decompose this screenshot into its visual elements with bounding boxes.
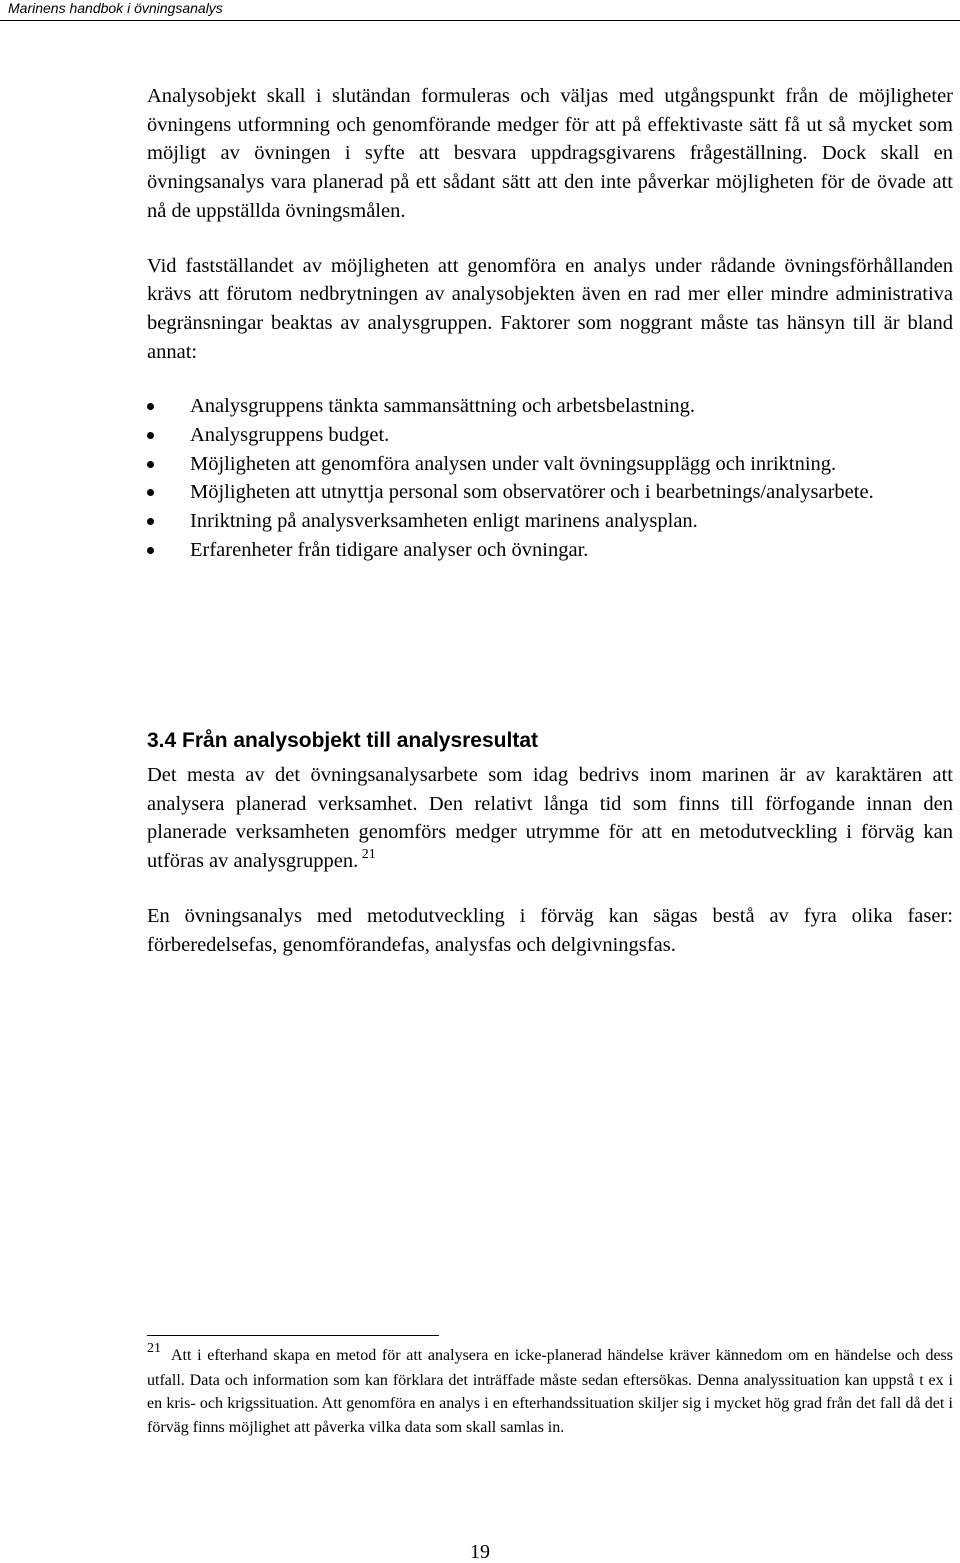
footnote	[147, 1341, 953, 1439]
bullet-icon	[147, 518, 154, 525]
paragraph-det-mesta-text: Det mesta av det övningsanalysarbete som idag bedrivs inom marinen är av karaktären att analysera planerad verksamhet. Den relativt långa tid som finns till förfogande innan den planerade verksamheten genomförs medger utrymme för att en metodutveckling i förväg kan utföras av analysgruppen.	[147, 764, 953, 873]
footnote-number: 21	[147, 1341, 161, 1356]
page-number: 19	[470, 1541, 490, 1563]
bullet-icon	[147, 403, 154, 410]
running-header-title: Marinens handbok i övningsanalys	[8, 0, 223, 16]
bullet-icon	[147, 461, 154, 468]
running-header	[0, 0, 960, 21]
list-item-text: Erfarenheter från tidigare analyser och övningar.	[190, 538, 589, 561]
paragraph-det-mesta	[147, 761, 953, 876]
list-item	[147, 536, 953, 565]
bullet-icon	[147, 489, 154, 496]
list-item-text: Möjligheten att utnyttja personal som observatörer och i bearbetnings/analysarbete.	[190, 481, 874, 504]
paragraph-fyra-faser: En övningsanalys med metodutveckling i förväg kan sägas bestå av fyra olika faser: förberedelsefas, genomförandefas, analysfas och delgivningsfas.	[147, 904, 953, 956]
list-item-text: Analysgruppens tänkta sammansättning och arbetsbelastning.	[190, 395, 695, 418]
list-item	[147, 450, 953, 479]
section-heading: 3.4 Från analysobjekt till analysresultat	[147, 729, 538, 752]
paragraph-analysobjekt: Analysobjekt skall i slutändan formuleras och väljas med utgångspunkt från de möjligheter övningens utformning och genomförande medger för att på effektivaste sätt få ut så mycket som möjligt av övningen i syfte att besvara uppdragsgivarens frågeställning. Dock skall en övningsanalys vara planerad på ett sådant sätt att den inte påverkar möjligheten för de övade att nå de uppställda övningsmålen.	[147, 85, 953, 222]
bullet-icon	[147, 547, 154, 554]
section-text	[147, 761, 953, 959]
list-item	[147, 507, 953, 536]
footnote-reference[interactable]: 21	[361, 847, 376, 863]
list-item	[147, 392, 953, 421]
list-item	[147, 478, 953, 507]
paragraph-faststallandet: Vid fastställandet av möjligheten att genomföra en analys under rådande övningsförhållanden krävs att förutom nedbrytningen av analysobjekten även en rad mer eller mindre administrativa begränsningar beaktas av analysgruppen. Faktorer som noggrant måste tas hänsyn till är bland annat:	[147, 254, 953, 363]
factor-list	[147, 392, 953, 564]
bullet-icon	[147, 432, 154, 439]
list-item-text: Inriktning på analysverksamheten enligt marinens analysplan.	[190, 510, 698, 533]
list-item-text: Möjligheten att genomföra analysen under valt övningsupplägg och inriktning.	[190, 452, 837, 475]
footnote-text: Att i efterhand skapa en metod för att analysera en icke-planerad händelse kräver kännedom om en händelse och dess utfall. Data och information som kan förklara det inträffade måste sedan eftersökas. Denna analyssituation kan uppstå t ex i en kris- och krigssituation. Att genomföra en analys i en efterhandssituation skiljer sig i mycket hög grad från det fall då det i förväg finns möjlighet att påverka vilka data som skall samlas in.	[147, 1347, 953, 1436]
list-item-text: Analysgruppens budget.	[190, 424, 390, 447]
main-text	[147, 82, 953, 565]
footnote-divider	[147, 1335, 439, 1336]
list-item	[147, 421, 953, 450]
